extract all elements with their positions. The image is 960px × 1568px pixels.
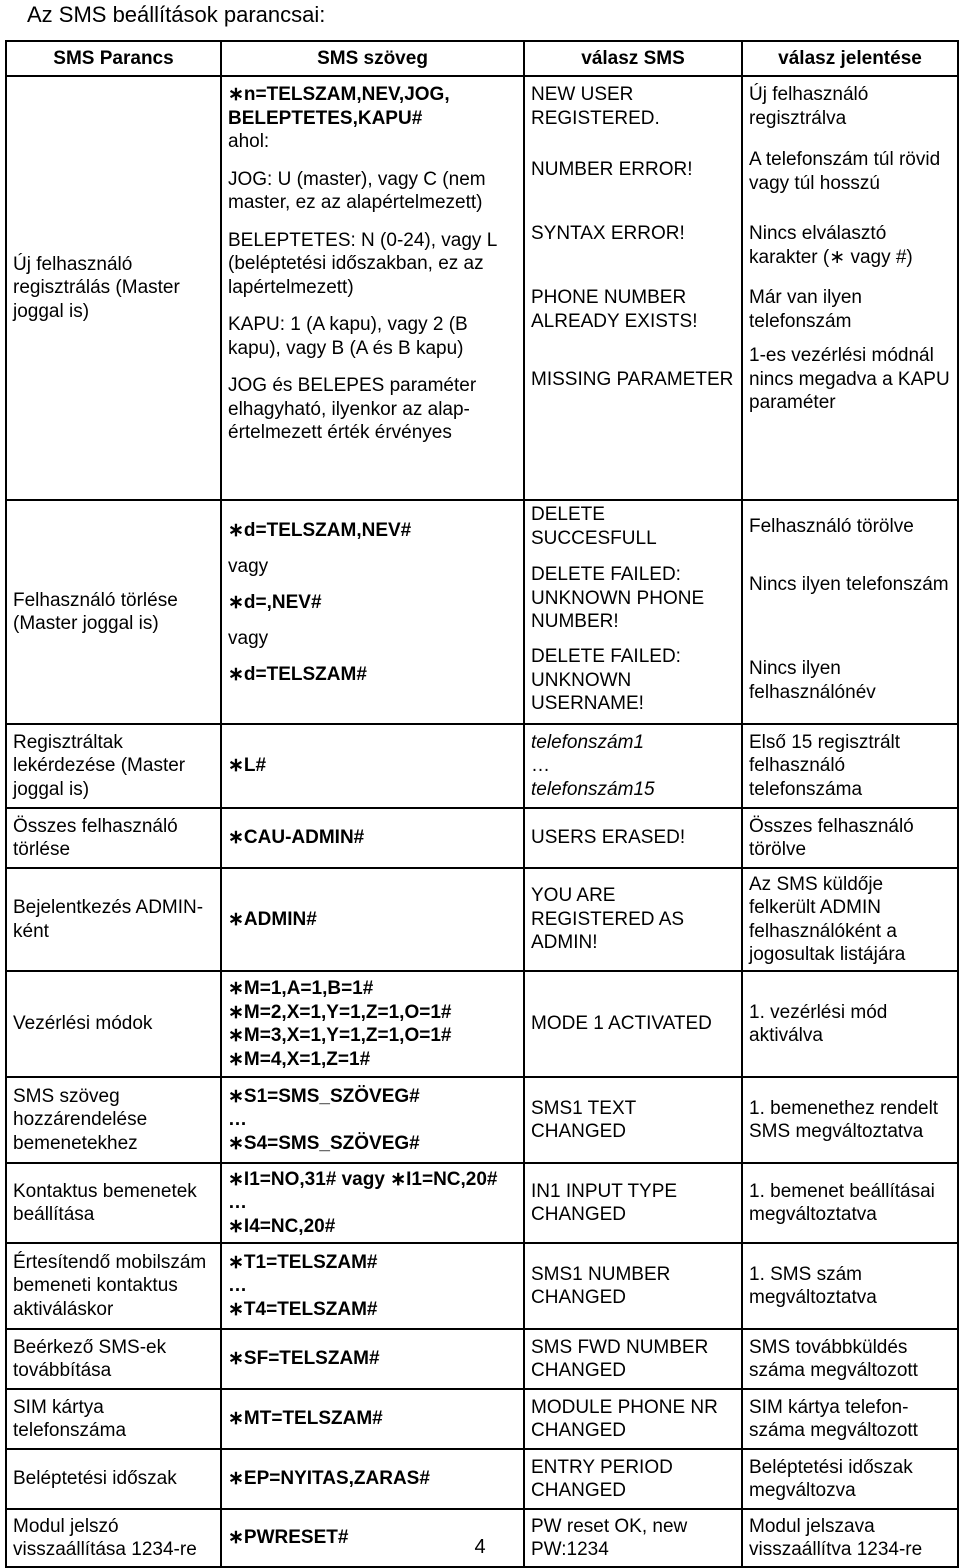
reply: … (531, 755, 550, 777)
sms-text-cell (221, 1077, 524, 1163)
sms-line: ∗M=3,X=1,Y=1,Z=1,O=1# (228, 1025, 452, 1046)
reply: DELETE SUCCESFULL (531, 504, 657, 549)
sms-text-cell: ∗SF=TELSZAM# (221, 1329, 524, 1389)
reply-cell: SMS1 TEXT CHANGED (524, 1077, 742, 1163)
meaning: A telefonszám túl rövid vagy túl hosszú (749, 149, 941, 194)
meaning: Új felhasználó regisztrálva (749, 84, 869, 129)
meaning: 1-es vezérlési módnál nincs megadva a KAPU paraméter (749, 345, 950, 413)
sms-line: vagy (228, 556, 269, 577)
reply-cell: PW reset OK, new PW:1234 (524, 1509, 742, 1567)
col-header-reply-meaning: válasz jelentése (742, 41, 958, 76)
reply-cell: USERS ERASED! (524, 808, 742, 868)
sms-line: … (228, 1109, 247, 1131)
reply: NUMBER ERROR! (531, 159, 693, 180)
reply-cell: YOU ARE REGISTERED AS ADMIN! (524, 868, 742, 971)
sms-text-cell (221, 1243, 524, 1329)
meaning-cell: 1. vezérlési mód aktiválva (742, 971, 958, 1077)
reply-cell: MODE 1 ACTIVATED (524, 971, 742, 1077)
sms-line: vagy (228, 628, 269, 649)
reply: PHONE NUMBER ALREADY EXISTS! (531, 287, 698, 332)
sms-line: ∗d=TELSZAM# (228, 664, 367, 685)
meaning: Nincs elválasztó karakter (∗ vagy #) (749, 223, 913, 268)
table-row (6, 1163, 958, 1243)
command-cell: SMS szöveg hozzárendelése bemenetekhez (6, 1077, 221, 1163)
sms-line: ∗M=1,A=1,B=1# (228, 978, 374, 999)
reply-cell: IN1 INPUT TYPE CHANGED (524, 1163, 742, 1243)
command-cell: Beérkező SMS-ek továbbítása (6, 1329, 221, 1389)
command-cell: Vezérlési módok (6, 971, 221, 1077)
command-cell: Beléptetési időszak (6, 1449, 221, 1509)
meaning: Felhasználó törölve (749, 516, 914, 537)
meaning-cell: 1. bemenethez rendelt SMS megváltoztatva (742, 1077, 958, 1163)
sms-text-cell: ∗EP=NYITAS,ZARAS# (221, 1449, 524, 1509)
meaning: Már van ilyen telefonszám (749, 287, 862, 332)
sms-text-cell: ∗CAU-ADMIN# (221, 808, 524, 868)
meaning: Nincs ilyen felhasználónév (749, 658, 876, 703)
command-cell: Összes felhasználó törlése (6, 808, 221, 868)
sms-syntax: ∗n=TELSZAM,NEV,JOG, BELEPTETES,KAPU# (228, 84, 450, 129)
meaning-cell: SIM kártya telefon-száma megváltozott (742, 1389, 958, 1449)
meaning-cell: Összes felhasználó törölve (742, 808, 958, 868)
sms-text-cell: ∗ADMIN# (221, 868, 524, 971)
meaning-cell (742, 500, 958, 724)
meaning-cell: 1. bemenet beállításai megváltoztatva (742, 1163, 958, 1243)
table-row (6, 1449, 958, 1509)
reply: DELETE FAILED: UNKNOWN PHONE NUMBER! (531, 564, 705, 632)
table-row (6, 868, 958, 971)
command-cell: Modul jelszó visszaállítása 1234-re (6, 1509, 221, 1567)
reply-cell: ENTRY PERIOD CHANGED (524, 1449, 742, 1509)
sms-line: ∗S1=SMS_SZÖVEG# (228, 1085, 420, 1107)
table-header-row (6, 41, 958, 76)
command-cell: Új felhasználó regisztrálás (Master joggal is) (6, 76, 221, 500)
sms-line: … (228, 1192, 247, 1214)
sms-line: ∗S4=SMS_SZÖVEG# (228, 1132, 420, 1154)
sms-line: ∗d=TELSZAM,NEV# (228, 520, 412, 541)
sms-commands-table (5, 40, 959, 1568)
table-row (6, 971, 958, 1077)
command-cell: SIM kártya telefonszáma (6, 1389, 221, 1449)
reply-cell (524, 500, 742, 724)
command-cell: Bejelentkezés ADMIN-ként (6, 868, 221, 971)
sms-text-cell (221, 971, 524, 1077)
reply: telefonszám15 (531, 778, 655, 800)
reply-cell (524, 76, 742, 500)
meaning-cell: Modul jelszava visszaállítva 1234-re (742, 1509, 958, 1567)
meaning-cell: Beléptetési időszak megváltozva (742, 1449, 958, 1509)
command-cell: Kontaktus bemenetek beállítása (6, 1163, 221, 1243)
command-cell: Regisztráltak lekérdezése (Master joggal is) (6, 724, 221, 808)
meaning-cell: Első 15 regisztrált felhasználó telefonszáma (742, 724, 958, 808)
table-row (6, 1243, 958, 1329)
sms-line: ∗T4=TELSZAM# (228, 1298, 378, 1320)
sms-line: ∗I4=NC,20# (228, 1215, 336, 1237)
meaning-cell: Az SMS küldője felkerült ADMIN felhasználóként a jogosultak listájára (742, 868, 958, 971)
sms-text-cell (221, 1163, 524, 1243)
param-note: JOG és BELEPES paraméter elhagyható, ilyenkor az alap-értelmezett érték érvényes (228, 375, 477, 443)
reply-cell: MODULE PHONE NR CHANGED (524, 1389, 742, 1449)
command-cell: Felhasználó törlése (Master joggal is) (6, 500, 221, 724)
col-header-command: SMS Parancs (6, 41, 221, 76)
meaning-cell: 1. SMS szám megváltoztatva (742, 1243, 958, 1329)
table-row (6, 724, 958, 808)
meaning-cell (742, 76, 958, 500)
reply: MISSING PARAMETER (531, 369, 734, 390)
reply: telefonszám1 (531, 731, 645, 753)
col-header-reply-sms: válasz SMS (524, 41, 742, 76)
table-row (6, 1077, 958, 1163)
sms-text-cell: ∗PWRESET# (221, 1509, 524, 1567)
sms-line: ∗M=2,X=1,Y=1,Z=1,O=1# (228, 1001, 452, 1023)
table-row (6, 1329, 958, 1389)
col-header-sms-text: SMS szöveg (221, 41, 524, 76)
param-kapu: KAPU: 1 (A kapu), vagy 2 (B kapu), vagy B (A és B kapu) (228, 314, 468, 359)
reply-cell: SMS1 NUMBER CHANGED (524, 1243, 742, 1329)
reply: SYNTAX ERROR! (531, 223, 685, 244)
table-row (6, 808, 958, 868)
meaning: Nincs ilyen telefonszám (749, 574, 949, 595)
sms-where: ahol: (228, 131, 270, 152)
param-beleptetes: BELEPTETES: N (0-24), vagy L (beléptetési időszakban, ez az lapértelmezett) (228, 229, 497, 298)
sms-text-cell (221, 500, 524, 724)
sms-line: … (228, 1275, 247, 1297)
sms-text-cell (221, 76, 524, 500)
sms-line: ∗T1=TELSZAM# (228, 1251, 378, 1273)
table-row (6, 76, 958, 500)
reply: NEW USER REGISTERED. (531, 84, 660, 129)
sms-line: ∗d=,NEV# (228, 592, 322, 613)
page-number: 4 (474, 1536, 486, 1558)
param-jog: JOG: U (master), vagy C (nem master, ez az alapértelmezett) (228, 168, 486, 213)
sms-line: ∗I1=NO,31# vagy ∗I1=NC,20# (228, 1168, 498, 1190)
sms-text-cell: ∗L# (221, 724, 524, 808)
table-row (6, 1389, 958, 1449)
sms-text-cell: ∗MT=TELSZAM# (221, 1389, 524, 1449)
meaning-cell: SMS továbbküldés száma megváltozott (742, 1329, 958, 1389)
reply-cell: SMS FWD NUMBER CHANGED (524, 1329, 742, 1389)
command-cell: Értesítendő mobilszám bemeneti kontaktus aktiváláskor (6, 1243, 221, 1329)
sms-line: ∗M=4,X=1,Z=1# (228, 1048, 371, 1070)
reply: DELETE FAILED: UNKNOWN USERNAME! (531, 646, 681, 714)
table-row (6, 500, 958, 724)
page-heading: Az SMS beállítások parancsai: (27, 2, 326, 27)
reply-cell (524, 724, 742, 808)
